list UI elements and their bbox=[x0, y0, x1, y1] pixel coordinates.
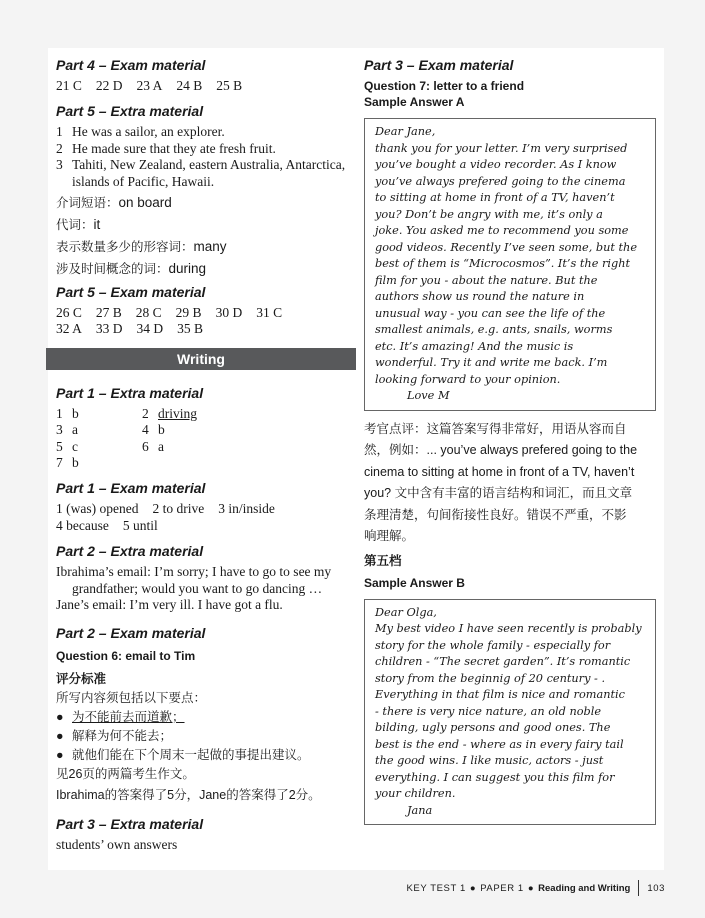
ibrahima-email-answer: Ibrahima’s email: I’m sorry; I have to go to see my grandfather; would you want to go dancing … bbox=[56, 564, 332, 596]
sample-answer-b-letter: Dear Olga, My best video I have seen recently is probably story for the whole family - especially for children - “The secret garden”. It’s romantic story from the beginnig of 20 century - . Everything in that film is nice and romantic - there is very nice nature, an old noble bilding, ugly persons and good ones. The best is the end - where as in every fairy tail the good wins. I like music, actors - just everything. I can suggest you this film for your children. Jana bbox=[364, 599, 656, 826]
answer: 22 D bbox=[95, 78, 123, 93]
grammar-note: 介词短语：on board bbox=[56, 195, 172, 211]
footer-section: Reading and Writing bbox=[538, 882, 631, 894]
part5-extra-heading: Part 5 – Extra material bbox=[56, 103, 204, 120]
sample-answer-a-letter: Dear Jane, thank you for your letter. I’m very surprised you’ve bought a video recorder. As I know you’ve always prefered going to the cinema to sitting at home in front of a TV, haven’t you? Don’t be angry with me, it’s only a joke. You asked me to recommend you some good videos. Recently I’ve seen some, but the best of them is “Microcosmos”. It’s the right film for you - about the nature. But the authors show us round the nature in unusual way - you can see the life of the smallest animals, e.g. ants, snails, worms etc. It’s amazing! And the music is wonderful. Try it and write me back. I’m looking forward to your opinion. Love M bbox=[364, 118, 656, 411]
list-item: 2 He made sure that they ate fresh fruit. bbox=[56, 140, 276, 156]
criteria-point: ● 解释为何不能去； bbox=[56, 728, 173, 743]
criteria-point: ● 为不能前去而道歉； bbox=[56, 709, 185, 724]
left-column bbox=[56, 48, 346, 853]
answer: 25 B bbox=[216, 78, 243, 93]
sample-answer-b-title: Sample Answer B bbox=[364, 575, 465, 590]
part5-exam-answers-line2: 32 A 33 D 34 D 35 B bbox=[56, 321, 204, 337]
part1-extra-answers: 1 b 2 driving 3 a 4 b 5 c 6 a 7 b bbox=[56, 405, 197, 471]
part4-exam-answers bbox=[56, 78, 346, 94]
writing-section-bar: Writing bbox=[46, 348, 356, 370]
band-heading: 第五档 bbox=[364, 553, 402, 568]
part5-exam-heading: Part 5 – Exam material bbox=[56, 284, 206, 301]
footer-paper: PAPER 1 bbox=[480, 882, 524, 894]
answer: 23 A bbox=[136, 78, 163, 93]
jane-email-answer: Jane’s email: I’m very ill. I have got a flu. bbox=[56, 597, 283, 613]
sample-answer-a-title: Sample Answer A bbox=[364, 95, 465, 109]
criteria-note: 见26页的两篇考生作文。 bbox=[56, 766, 195, 781]
part2-exam-heading: Part 2 – Exam material bbox=[56, 624, 206, 641]
question6-title: Question 6: email to Tim bbox=[56, 648, 196, 663]
letter-signature: Jana bbox=[407, 803, 433, 817]
letter-signature: Love M bbox=[407, 389, 450, 402]
part1-exam-answers-line1: 1 (was) opened 2 to drive 3 in/inside bbox=[56, 501, 275, 517]
part5-exam-answers-line1: 26 C 27 B 28 C 29 B 30 D 31 C bbox=[56, 305, 283, 321]
footer-divider bbox=[638, 880, 639, 896]
part1-extra-heading: Part 1 – Extra material bbox=[56, 384, 204, 401]
list-item: 1 He was a sailor, an explorer. bbox=[56, 124, 225, 140]
answer: 21 C bbox=[56, 78, 82, 93]
answer: 24 B bbox=[176, 78, 203, 93]
grammar-note: 涉及时间概念的词：during bbox=[56, 261, 207, 277]
grammar-note: 表示数量多少的形容词：many bbox=[56, 239, 227, 255]
question7-title: Question 7: letter to a friend bbox=[364, 79, 525, 93]
criteria-intro: 所写内容须包括以下要点： bbox=[56, 690, 207, 705]
page-footer: KEY TEST 1 ● PAPER 1 ● Reading and Writing 103 bbox=[407, 880, 666, 896]
part3-extra-answer: students’ own answers bbox=[56, 836, 178, 852]
part4-exam-heading: Part 4 – Exam material bbox=[56, 57, 206, 73]
grammar-note: 代词：it bbox=[56, 217, 101, 233]
right-column bbox=[364, 48, 660, 825]
part3-exam-heading: Part 3 – Exam material bbox=[364, 57, 514, 73]
part1-exam-answers-line2: 4 because 5 until bbox=[56, 517, 158, 533]
part2-extra-heading: Part 2 – Extra material bbox=[56, 543, 204, 560]
footer-test: KEY TEST 1 bbox=[406, 882, 466, 894]
criteria-score-note: Ibrahima的答案得了5分，Jane的答案得了2分。 bbox=[56, 787, 321, 802]
page-number: 103 bbox=[647, 882, 665, 894]
criteria-point: ● 就他们能在下个周末一起做的事提出建议。 bbox=[56, 747, 310, 762]
criteria-heading: 评分标准 bbox=[56, 671, 107, 686]
part1-exam-heading: Part 1 – Exam material bbox=[56, 480, 206, 497]
part3-extra-heading: Part 3 – Extra material bbox=[56, 815, 204, 832]
list-item: 3 Tahiti, New Zealand, eastern Australia, Antarctica, islands of Pacific, Hawaii. bbox=[56, 157, 346, 189]
examiner-comment: 考官点评：这篇答案写得非常好，用语从容而自 然，例如：... you’ve always prefered going to the cinema to sitting at home in front of a TV, haven’t you? 文中含有丰富的语言结构和词汇，而且文章 条理清楚，句间衔接性良好。错误不严重，不影 响理解。 bbox=[364, 421, 638, 543]
